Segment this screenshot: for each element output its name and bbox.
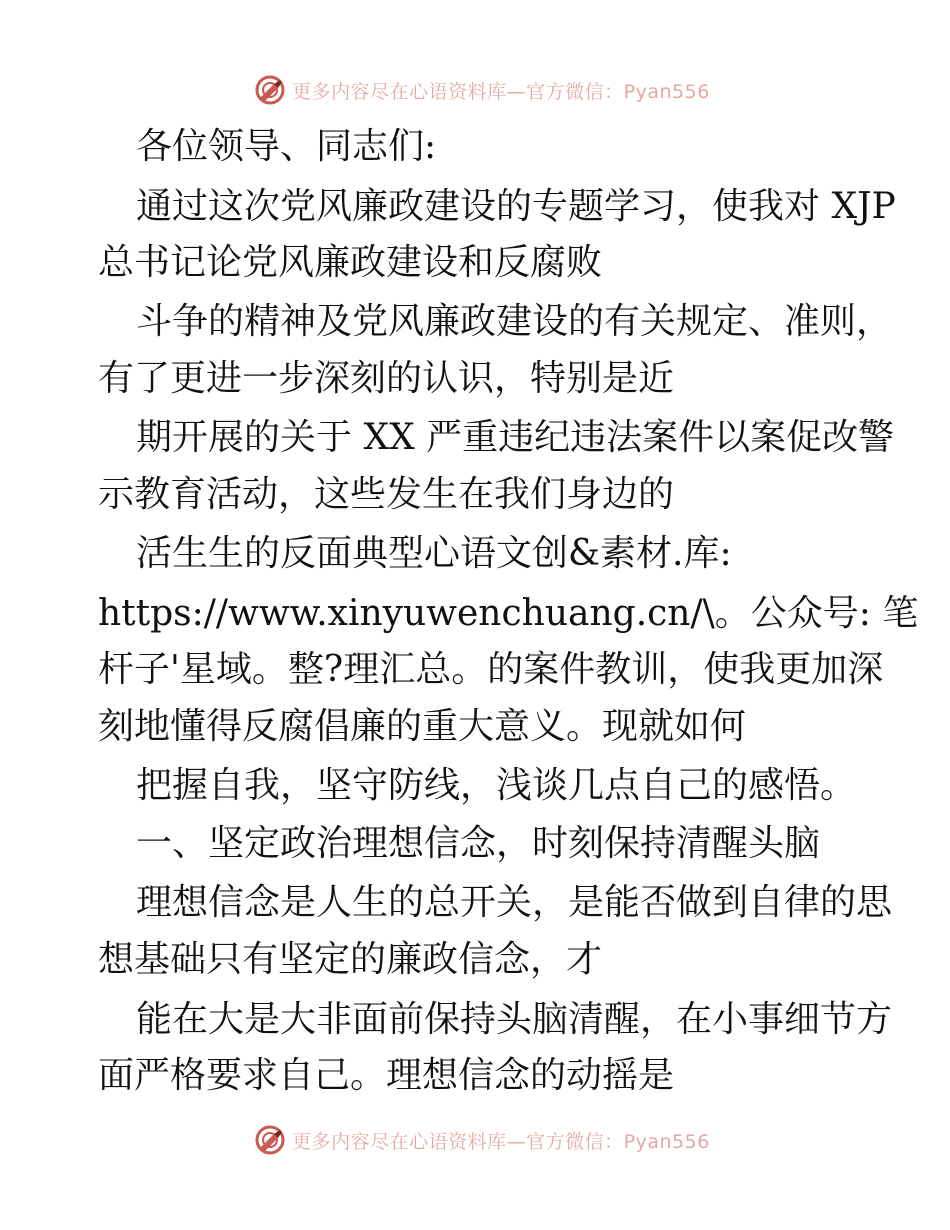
text-line: 示教育活动，这些发生在我们身边的 (98, 474, 675, 515)
text-line: 理想信念是人生的总开关，是能否做到自律的思 (136, 882, 893, 923)
text-line: 斗争的精神及党风廉政建设的有关规定、准则， (136, 301, 893, 342)
text-line: 有了更进一步深刻的认识，特别是近 (98, 358, 675, 399)
text-line: 能在大是大非面前保持头脑清醒，在小事细节方 (136, 999, 893, 1040)
text-line: 各位领导、同志们: (136, 126, 437, 167)
text-line: 期开展的关于 XX 严重违纪违法案件以案促改警 (136, 417, 895, 458)
section-heading: 一、坚定政治理想信念，时刻保持清醒头脑 (136, 823, 821, 864)
text-line: 活生生的反面典型心语文创&素材.库: (136, 533, 732, 574)
watermark-text: 更多内容尽在心语资料库—官方微信：Pyan556 (292, 1130, 710, 1153)
text-line: 想基础只有坚定的廉政信念，才 (98, 939, 603, 980)
text-line: 杆子'星域。整?理汇总。的案件教训，使我更加深 (98, 649, 884, 690)
text-line: 通过这次党风廉政建设的专题学习，使我对 XJP (136, 186, 896, 227)
text-line: 总书记论党风廉政建设和反腐败 (98, 242, 603, 283)
text-line: 面严格要求自己。理想信念的动摇是 (98, 1055, 675, 1096)
watermark-text: 更多内容尽在心语资料库—官方微信：Pyan556 (292, 80, 710, 103)
watermark-banner-bottom (0, 1120, 950, 1160)
seal-logo-icon (254, 1124, 286, 1156)
watermark-group (254, 1124, 710, 1156)
text-line: https://www.xinyuwenchuang.cn/\。公众号: 笔 (98, 593, 919, 634)
text-line: 把握自我，坚守防线，浅谈几点自己的感悟。 (136, 765, 857, 806)
text-line: 刻地懂得反腐倡廉的重大意义。现就如何 (98, 706, 747, 747)
